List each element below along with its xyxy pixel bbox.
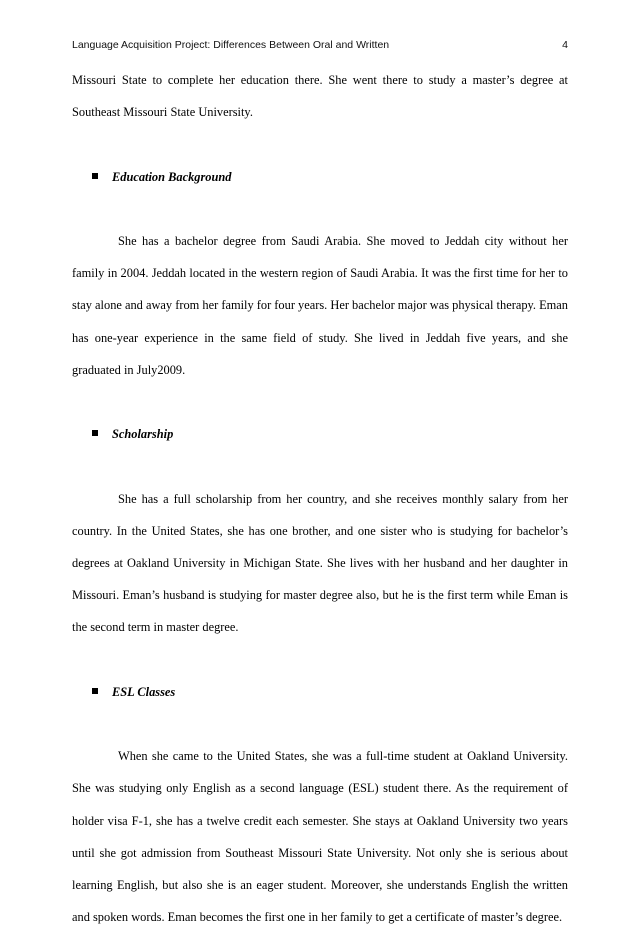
section-heading-scholarship bbox=[72, 418, 568, 450]
square-bullet-icon bbox=[92, 173, 98, 179]
section-heading-label: Scholarship bbox=[112, 427, 174, 442]
square-bullet-icon bbox=[92, 688, 98, 694]
spacer bbox=[72, 708, 568, 740]
spacer bbox=[72, 644, 568, 676]
spacer bbox=[72, 128, 568, 160]
running-header bbox=[72, 37, 568, 53]
spacer bbox=[72, 386, 568, 418]
page-number: 4 bbox=[562, 39, 568, 51]
intro-paragraph: Missouri State to complete her education there. She went there to study a master’s degree at Southeast Missouri State University. bbox=[72, 73, 568, 120]
section-heading-label: ESL Classes bbox=[112, 684, 176, 699]
spacer bbox=[72, 193, 568, 225]
document-body bbox=[72, 64, 568, 933]
section-paragraph-esl: When she came to the United States, she was a full-time student at Oakland University. She was studying only English as a second language (ESL) student there. As the requirement of holder visa F-1, she has a twelve credit each semester. She stays at Oakland University two years until she got admission from Southeast Missouri State University. Not only she is serious about learning English, but also she is an eager student. Moreover, she understands English the written and spoken words. Eman becomes the first one in her family to get a certificate of master’s degree. bbox=[72, 749, 568, 925]
section-paragraph-scholarship: She has a full scholarship from her country, and she receives monthly salary from her country. In the United States, she has one brother, and one sister who is studying for bachelor’s degrees at Oakland University in Michigan State. She lives with her husband and her daughter in Missouri. Eman’s husband is studying for master degree also, but he is the first term while Eman is the second term in master degree. bbox=[72, 491, 568, 635]
header-title: Language Acquisition Project: Differences Between Oral and Written bbox=[72, 39, 390, 51]
section-paragraph-education: She has a bachelor degree from Saudi Arabia. She moved to Jeddah city without her family in 2004. Jeddah located in the western region of Saudi Arabia. It was the first time for her to stay alone and away from her family for four years. Her bachelor major was physical therapy. Eman has one-year experience in the same field of study. She lived in Jeddah five years, and she graduated in July2009. bbox=[72, 233, 569, 377]
section-heading-education bbox=[72, 161, 568, 193]
section-heading-esl bbox=[72, 676, 568, 708]
section-heading-label: Education Background bbox=[112, 169, 232, 184]
square-bullet-icon bbox=[92, 430, 98, 436]
spacer bbox=[72, 450, 568, 482]
